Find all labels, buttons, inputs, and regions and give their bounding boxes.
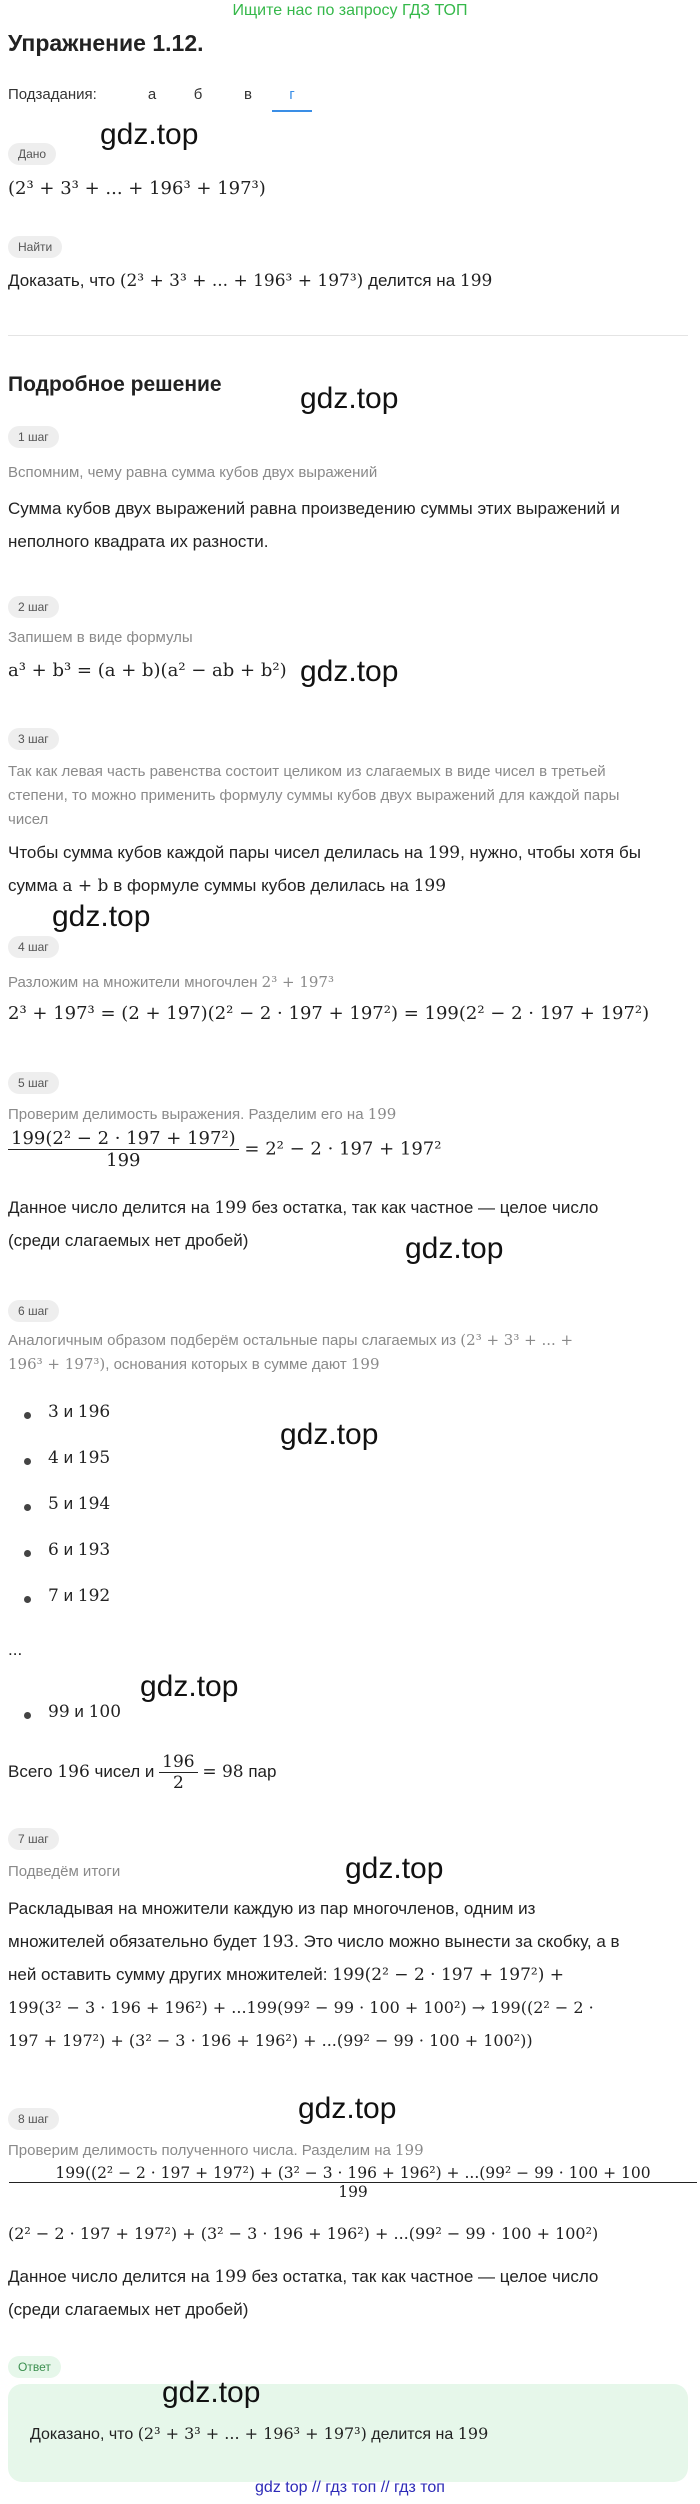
step-1-line-2: неполного квадрата их разности. — [8, 532, 269, 551]
step-3-note-1: Так как левая часть равенства состоит целиком из слагаемых в виде чисел в третьей — [8, 763, 606, 780]
watermark: gdz.top — [140, 1670, 239, 1703]
step-4-note — [8, 970, 658, 995]
step-1-line-1: Сумма кубов двух выражений равна произведению суммы этих выражений и — [8, 499, 620, 518]
footer-links[interactable]: gdz top // гдз топ // гдз топ — [255, 2479, 445, 2496]
list-bullet — [24, 1504, 31, 1511]
ellipsis: ... — [8, 1640, 23, 1659]
watermark: gdz.top — [300, 655, 399, 688]
watermark: gdz.top — [298, 2092, 397, 2125]
step-2-formula: a³ + b³ = (a + b)(a² − ab + b²) — [8, 660, 287, 681]
list-item: 5 и 194 — [48, 1494, 111, 1514]
answer-expression: (2³ + 3³ + ... + 196³ + 197³) — [137, 2424, 367, 2443]
watermark: gdz.top — [300, 382, 399, 415]
step-5-number: 199 — [214, 1198, 247, 1218]
solution-title: Подробное решение — [8, 373, 222, 396]
step-7-number: 193 — [261, 1932, 295, 1952]
list-item: 99 и 100 — [48, 1702, 122, 1722]
step-8-line-1-text: Данное число делится на — [8, 2267, 210, 2286]
step-1-note: Вспомним, чему равна сумма кубов двух выражений — [8, 464, 378, 481]
tab-a[interactable]: а — [147, 86, 157, 103]
step-7-line-3-text: ней оставить сумму других множителей: — [8, 1965, 328, 1984]
step-6-pill: 6 шаг — [8, 1300, 59, 1322]
step-6-note-expression: (2³ + 3³ + ... + — [460, 1331, 574, 1349]
active-tab-indicator — [272, 110, 312, 112]
step-3-line-2-text: сумма — [8, 876, 58, 895]
total-result: = 98 — [202, 1761, 244, 1782]
step-7-line-2 — [8, 1925, 688, 1959]
given-pill: Дано — [8, 143, 56, 165]
step-6-note-text: Аналогичным образом подберём остальные пары слагаемых из — [8, 1332, 457, 1349]
fraction-denominator: 199 — [106, 1150, 141, 1171]
step-2-pill: 2 шаг — [8, 596, 59, 618]
step-3-note-3: чисел — [8, 811, 49, 828]
find-text — [8, 271, 492, 291]
step-3-line-1-text-b: , нужно, чтобы хотя бы — [460, 843, 641, 862]
tab-g[interactable]: г — [289, 86, 295, 103]
fraction-denominator: 2 — [172, 1773, 184, 1793]
list-item: 3 и 196 — [48, 1402, 111, 1422]
step-8-result: (2² − 2 · 197 + 197²) + (3² − 3 · 196 + 196²) + ...(99² − 99 · 100 + 100²) — [8, 2224, 599, 2243]
step-8-line-1-text-b: без остатка, так как частное — целое число — [251, 2267, 599, 2286]
step-2-note: Запишем в виде формулы — [8, 629, 193, 646]
fraction-denominator: 199 — [338, 2183, 368, 2201]
list-bullet — [24, 1458, 31, 1465]
step-8-line-1 — [8, 2260, 688, 2294]
step-7-line-2-text-b: . Это число можно вынести за скобку, а в — [294, 1932, 620, 1951]
step-8-note-number: 199 — [395, 2141, 424, 2159]
step-6-note-2 — [8, 1352, 658, 1377]
divider — [8, 335, 688, 336]
step-8-note-text: Проверим делимость полученного числа. Разделим на — [8, 2142, 391, 2159]
step-5-line-2: (среди слагаемых нет дробей) — [8, 1231, 249, 1250]
find-text-a: Доказать, что — [8, 271, 116, 290]
step-3-number: 199 — [427, 843, 461, 863]
watermark: gdz.top — [162, 2376, 261, 2409]
step-5-note — [8, 1102, 658, 1127]
step-5-note-text: Проверим делимость выражения. Разделим его на — [8, 1106, 364, 1123]
step-3-line-1-text: Чтобы сумма кубов каждой пары чисел делилась на — [8, 843, 423, 862]
answer-pill: Ответ — [8, 2356, 61, 2378]
step-5-fraction — [8, 1128, 441, 1171]
step-7-pill: 7 шаг — [8, 1828, 59, 1850]
step-8-note — [8, 2138, 658, 2163]
step-8-pill: 8 шаг — [8, 2108, 59, 2130]
step-7-note: Подведём итоги — [8, 1863, 121, 1880]
tab-b[interactable]: б — [193, 86, 203, 103]
given-expression: (2³ + 3³ + ... + 196³ + 197³) — [8, 178, 266, 199]
watermark: gdz.top — [52, 900, 151, 933]
step-7-line-2-text: множителей обязательно будет — [8, 1932, 257, 1951]
answer-text-a: Доказано, что — [30, 2426, 134, 2443]
step-4-formula: 2³ + 197³ = (2 + 197)(2² − 2 · 197 + 197²) = 199(2² − 2 · 197 + 197²) — [8, 1003, 650, 1024]
total-text-b: чисел и — [94, 1761, 155, 1781]
total-number: 196 — [57, 1761, 90, 1782]
step-8-line-2: (среди слагаемых нет дробей) — [8, 2300, 249, 2319]
step-5-line-1-text-b: без остатка, так как частное — целое число — [251, 1198, 599, 1217]
page-title: Упражнение 1.12. — [8, 30, 204, 56]
step-5-line-1-text: Данное число делится на — [8, 1198, 210, 1217]
find-expression: (2³ + 3³ + ... + 196³ + 197³) — [119, 271, 364, 291]
list-item: 6 и 193 — [48, 1540, 111, 1560]
find-number: 199 — [459, 271, 493, 291]
step-6-note-number: 199 — [350, 1355, 380, 1373]
step-7-expression: 199(2² − 2 · 197 + 197²) + — [332, 1965, 565, 1985]
subsections-label: Подзадания: — [8, 86, 97, 103]
step-6-note-1 — [8, 1328, 658, 1353]
step-8-fraction — [8, 2164, 698, 2201]
watermark: gdz.top — [280, 1418, 379, 1451]
list-item: 4 и 195 — [48, 1448, 111, 1468]
fraction-numerator: 199(2² − 2 · 197 + 197²) — [8, 1128, 239, 1150]
step-3-line-2-text-b: в формуле суммы кубов делилась на — [113, 876, 409, 895]
total-text-c: пар — [248, 1761, 277, 1781]
step-7-line-5: 197 + 197²) + (3² − 3 · 196 + 196²) + ...(99² − 99 · 100 + 100²)) — [8, 2031, 533, 2050]
find-text-b: делится на — [368, 271, 456, 290]
find-pill: Найти — [8, 236, 62, 258]
answer-text — [30, 2424, 488, 2444]
step-6-total — [8, 1752, 276, 1793]
step-3-expression: a + b — [62, 876, 109, 896]
step-6-note-expression-2: 196³ + 197³) — [8, 1355, 106, 1373]
step-6-note-text-2: , основания которых в сумме дают — [105, 1356, 347, 1373]
answer-number: 199 — [457, 2424, 489, 2443]
answer-text-b: делится на — [371, 2426, 454, 2443]
step-3-line-1 — [8, 836, 688, 870]
list-bullet — [24, 1596, 31, 1603]
step-3-pill: 3 шаг — [8, 728, 59, 750]
step-3-number: 199 — [413, 876, 447, 896]
watermark: gdz.top — [100, 118, 199, 151]
list-bullet — [24, 1712, 31, 1719]
list-item: 7 и 192 — [48, 1586, 111, 1606]
list-bullet — [24, 1550, 31, 1557]
list-bullet — [24, 1412, 31, 1419]
watermark: gdz.top — [345, 1852, 444, 1885]
fraction-numerator: 196 — [159, 1752, 197, 1773]
fraction-result: = 2² − 2 · 197 + 197² — [244, 1138, 442, 1160]
watermark: gdz.top — [405, 1232, 504, 1265]
step-5-pill: 5 шаг — [8, 1072, 59, 1094]
step-4-pill: 4 шаг — [8, 936, 59, 958]
step-4-note-text: Разложим на множители многочлен — [8, 974, 258, 991]
step-8-number: 199 — [214, 2267, 247, 2287]
search-banner: Ищите нас по запросу ГДЗ ТОП — [232, 2, 468, 19]
step-3-line-2 — [8, 869, 688, 903]
fraction-numerator: 199((2² − 2 · 197 + 197²) + (3² − 3 · 196 + 196²) + ...(99² − 99 · 100 + 100 — [9, 2164, 697, 2183]
total-text-a: Всего — [8, 1761, 53, 1781]
step-1-pill: 1 шаг — [8, 426, 59, 448]
tab-v[interactable]: в — [244, 86, 252, 103]
step-7-line-4: 199(3² − 3 · 196 + 196²) + ...199(99² − 99 · 100 + 100²) → 199((2² − 2 · — [8, 1998, 594, 2017]
step-7-line-1: Раскладывая на множители каждую из пар многочленов, одним из — [8, 1899, 536, 1918]
step-5-line-1 — [8, 1191, 688, 1225]
step-4-note-expression: 2³ + 197³ — [261, 973, 334, 991]
step-7-line-3 — [8, 1958, 688, 1992]
step-5-note-number: 199 — [367, 1105, 397, 1123]
step-3-note-2: степени, то можно применить формулу суммы кубов двух выражений для каждой пары — [8, 787, 620, 804]
